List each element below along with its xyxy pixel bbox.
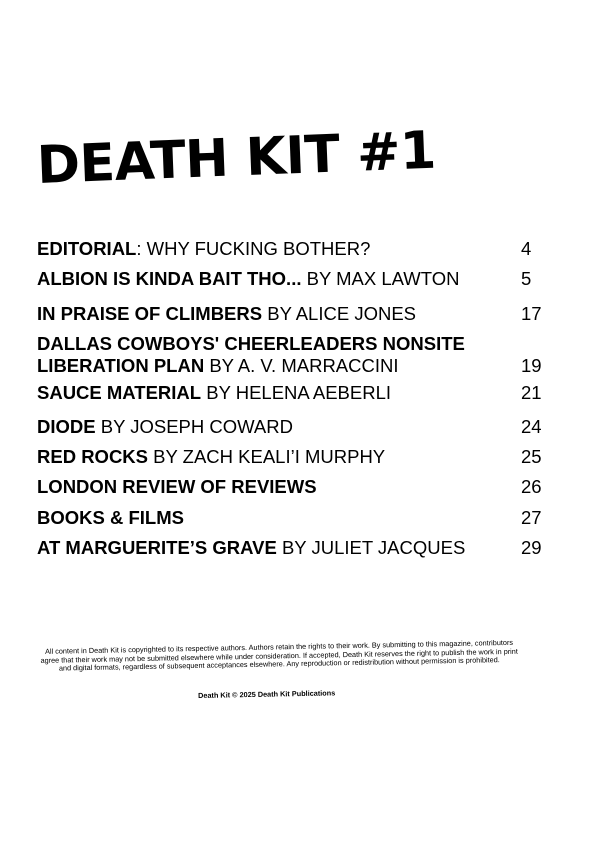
toc-entry-london-review	[37, 476, 557, 498]
toc-page-number: 17	[521, 303, 542, 324]
toc-page-number: 26	[521, 476, 542, 497]
toc-entry-author: BY JULIET JACQUES	[276, 537, 466, 558]
toc-entry-title: ALBION IS KINDA BAIT THO...	[37, 268, 302, 289]
toc-entry-title: IN PRAISE OF CLIMBERS	[37, 303, 263, 324]
copyright-line: Death Kit © 2025 Death Kit Publications	[198, 688, 336, 700]
toc-page-number: 25	[521, 446, 542, 467]
legal-text: All content in Death Kit is copyrighted to its respective authors. Authors retain the rights to their work. By submitting to this magazine, contributors agree that their work may not be submitted elsewhere while under consideration. If accepted, Death Kit reserves the right to publish the work in print and digital formats, regardless of subsequent acceptances elsewhere. Any reproduction or redistribution without permission is prohibited.	[40, 637, 518, 673]
toc-entry-title: SAUCE MATERIAL	[37, 382, 202, 403]
toc-page-number: 4	[521, 238, 532, 259]
toc-entry-subtitle: : WHY FUCKING BOTHER?	[136, 238, 371, 259]
toc-entry-sauce	[37, 382, 557, 404]
toc-entry-author: BY HELENA AEBERLI	[201, 382, 392, 403]
toc-entry-title: EDITORIAL	[37, 238, 137, 259]
toc-entry-diode	[37, 416, 557, 438]
toc-entry-title: AT MARGUERITE’S GRAVE	[37, 537, 277, 558]
magazine-title: DEATH KIT #1	[35, 120, 437, 196]
toc-entry-author: BY ZACH KEALI’I MURPHY	[148, 446, 386, 467]
toc-entry-marguerite	[37, 537, 557, 559]
toc-entry-climbers	[37, 303, 557, 325]
toc-page-number: 5	[521, 268, 532, 289]
toc-entry-title: BOOKS & FILMS	[37, 507, 184, 528]
toc-page-number: 27	[521, 507, 542, 528]
toc-page-number: 29	[521, 537, 542, 558]
toc-entry-title: RED ROCKS	[37, 446, 149, 467]
toc-entry-title: DALLAS COWBOYS' CHEERLEADERS NONSITE LIBERATION PLAN	[37, 333, 465, 376]
toc-entry-author: BY A. V. MARRACCINI	[204, 355, 399, 376]
toc-entry-title: LONDON REVIEW OF REVIEWS	[37, 476, 317, 497]
toc-entry-dallas	[37, 333, 557, 377]
toc-entry-albion	[37, 268, 557, 290]
toc-page-number: 24	[521, 416, 542, 437]
toc-entry-author: BY ALICE JONES	[262, 303, 416, 324]
toc-page-number: 21	[521, 382, 542, 403]
toc-entry-author: BY MAX LAWTON	[301, 268, 460, 289]
toc-page-number: 19	[521, 355, 542, 376]
toc-entry-red-rocks	[37, 446, 557, 468]
toc-entry-books-films	[37, 507, 557, 529]
copyright-notice	[37, 639, 521, 674]
toc-entry-title: DIODE	[37, 416, 96, 437]
toc-entry-author: BY JOSEPH COWARD	[95, 416, 293, 437]
toc-entry-editorial	[37, 238, 557, 260]
